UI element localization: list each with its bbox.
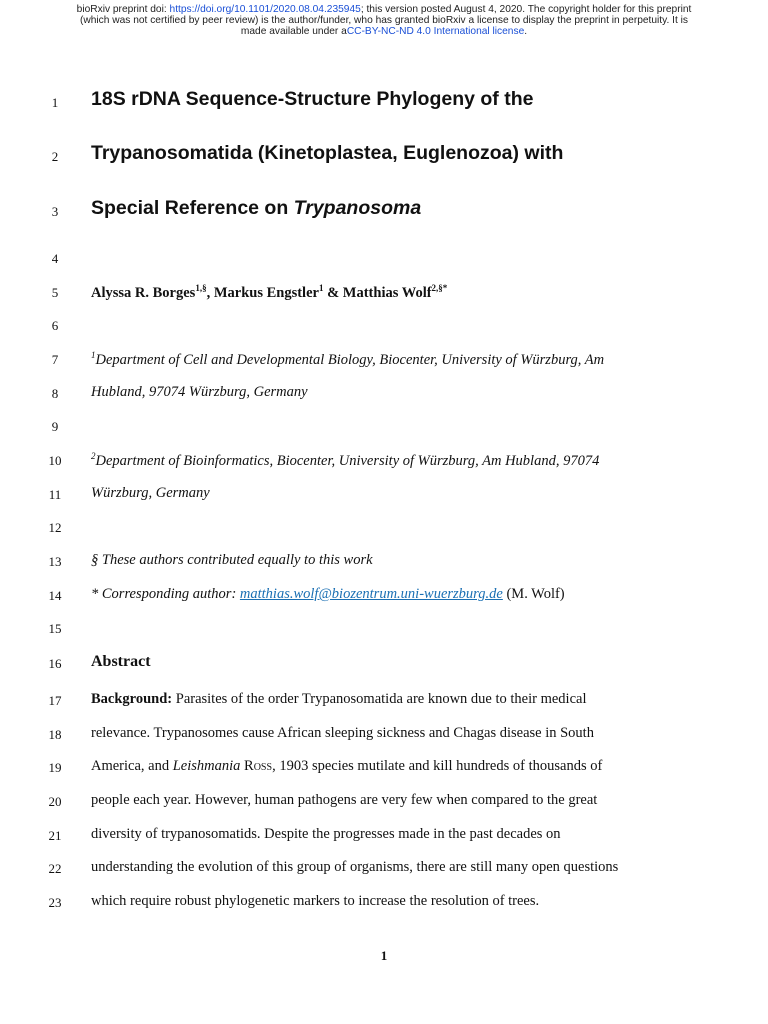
- abstract-line: understanding the evolution of this group of organisms, there are still many open questions: [91, 859, 619, 875]
- line-number: 5: [51, 285, 59, 300]
- line-number: 3: [51, 204, 59, 219]
- line-number: 21: [48, 828, 62, 843]
- affiliation-2-line-2: Würzburg, Germany: [91, 485, 210, 501]
- line-number: 6: [51, 318, 59, 333]
- paper-title-line-2: Trypanosomatida (Kinetoplastea, Euglenozoa) with: [91, 142, 564, 164]
- line-number: 18: [48, 727, 62, 742]
- line-number: 10: [48, 453, 62, 468]
- license-link[interactable]: CC-BY-NC-ND 4.0 International license: [346, 26, 525, 37]
- line-number: 1: [51, 95, 59, 110]
- abstract-line: Background: Parasites of the order Trypanosomatida are known due to their medical: [91, 691, 587, 707]
- line-number: 9: [51, 419, 59, 434]
- paper-title-line-3: Special Reference on Trypanosoma: [91, 197, 422, 219]
- genus-italic: Leishmania: [172, 758, 241, 774]
- abstract-line: America, and Leishmania Ross, 1903 species mutilate and kill hundreds of thousands of: [91, 758, 603, 774]
- abstract-heading: Abstract: [91, 653, 151, 670]
- line-number: 13: [48, 554, 62, 569]
- author-list: Alyssa R. Borges$^{1,\S}$, Markus Engstler$^1$ & Matthias Wolf$^{2,\S*}$: [91, 283, 448, 301]
- affiliation-1-line-2: Hubland, 97074 Würzburg, Germany: [91, 384, 308, 400]
- preprint-banner: [0, 4, 768, 37]
- line-number: 22: [48, 861, 62, 876]
- affiliation-2-line-1: $^2$Department of Bioinformatics, Biocenter, University of Würzburg, Am Hubland, 97074: [91, 451, 600, 469]
- line-number: 12: [48, 520, 62, 535]
- equal-contribution-note: § These authors contributed equally to this work: [91, 552, 373, 568]
- line-number: 2: [51, 149, 59, 164]
- line-number: 17: [48, 693, 62, 708]
- abstract-line: relevance. Trypanosomes cause African sleeping sickness and Chagas disease in South: [91, 725, 594, 741]
- line-number: 8: [51, 386, 59, 401]
- line-number: 11: [48, 487, 62, 502]
- banner-line-1: bioRxiv preprint doi: https://doi.org/10.1101/2020.08.04.235945; this version posted August 4, 2020. The copyright holder for this preprint: [76, 4, 692, 15]
- banner-line-3: made available under aCC-BY-NC-ND 4.0 International license.: [240, 26, 528, 37]
- genus-italic: Trypanosoma: [293, 197, 422, 219]
- corresponding-author-note: * Corresponding author: matthias.wolf@biozentrum.uni-wuerzburg.de (M. Wolf): [91, 586, 565, 602]
- line-number: 23: [48, 895, 62, 910]
- page-number: 1: [380, 948, 388, 963]
- abstract-line: which require robust phylogenetic markers to increase the resolution of trees.: [91, 893, 540, 909]
- paper-title-line-1: 18S rDNA Sequence-Structure Phylogeny of the: [91, 88, 534, 110]
- abstract-line: diversity of trypanosomatids. Despite the progresses made in the past decades on: [91, 826, 561, 842]
- author-name: Markus Engstler: [213, 284, 319, 301]
- line-number: 16: [48, 656, 62, 671]
- affiliation-1-line-1: $^1$Department of Cell and Developmental Biology, Biocenter, University of Würzburg, Am: [91, 350, 605, 368]
- line-number: 20: [48, 794, 62, 809]
- author-name: Matthias Wolf: [342, 284, 432, 301]
- line-number: 14: [48, 588, 62, 603]
- doi-link[interactable]: https://doi.org/10.1101/2020.08.04.235945: [169, 4, 361, 15]
- line-number: 7: [51, 352, 59, 367]
- line-number: 19: [48, 760, 62, 775]
- email-link[interactable]: matthias.wolf@biozentrum.uni-wuerzburg.de: [239, 586, 503, 602]
- abstract-line: people each year. However, human pathogens are very few when compared to the great: [91, 792, 598, 808]
- background-label: Background:: [91, 691, 173, 707]
- author-name: Alyssa R. Borges: [91, 284, 196, 301]
- line-number: 4: [51, 251, 59, 266]
- banner-line-2: (which was not certified by peer review) is the author/funder, who has granted bioRxiv a license to display the preprint in perpetuity. It is: [80, 15, 688, 26]
- authority-smallcaps: Ross: [240, 758, 273, 774]
- line-number: 15: [48, 621, 62, 636]
